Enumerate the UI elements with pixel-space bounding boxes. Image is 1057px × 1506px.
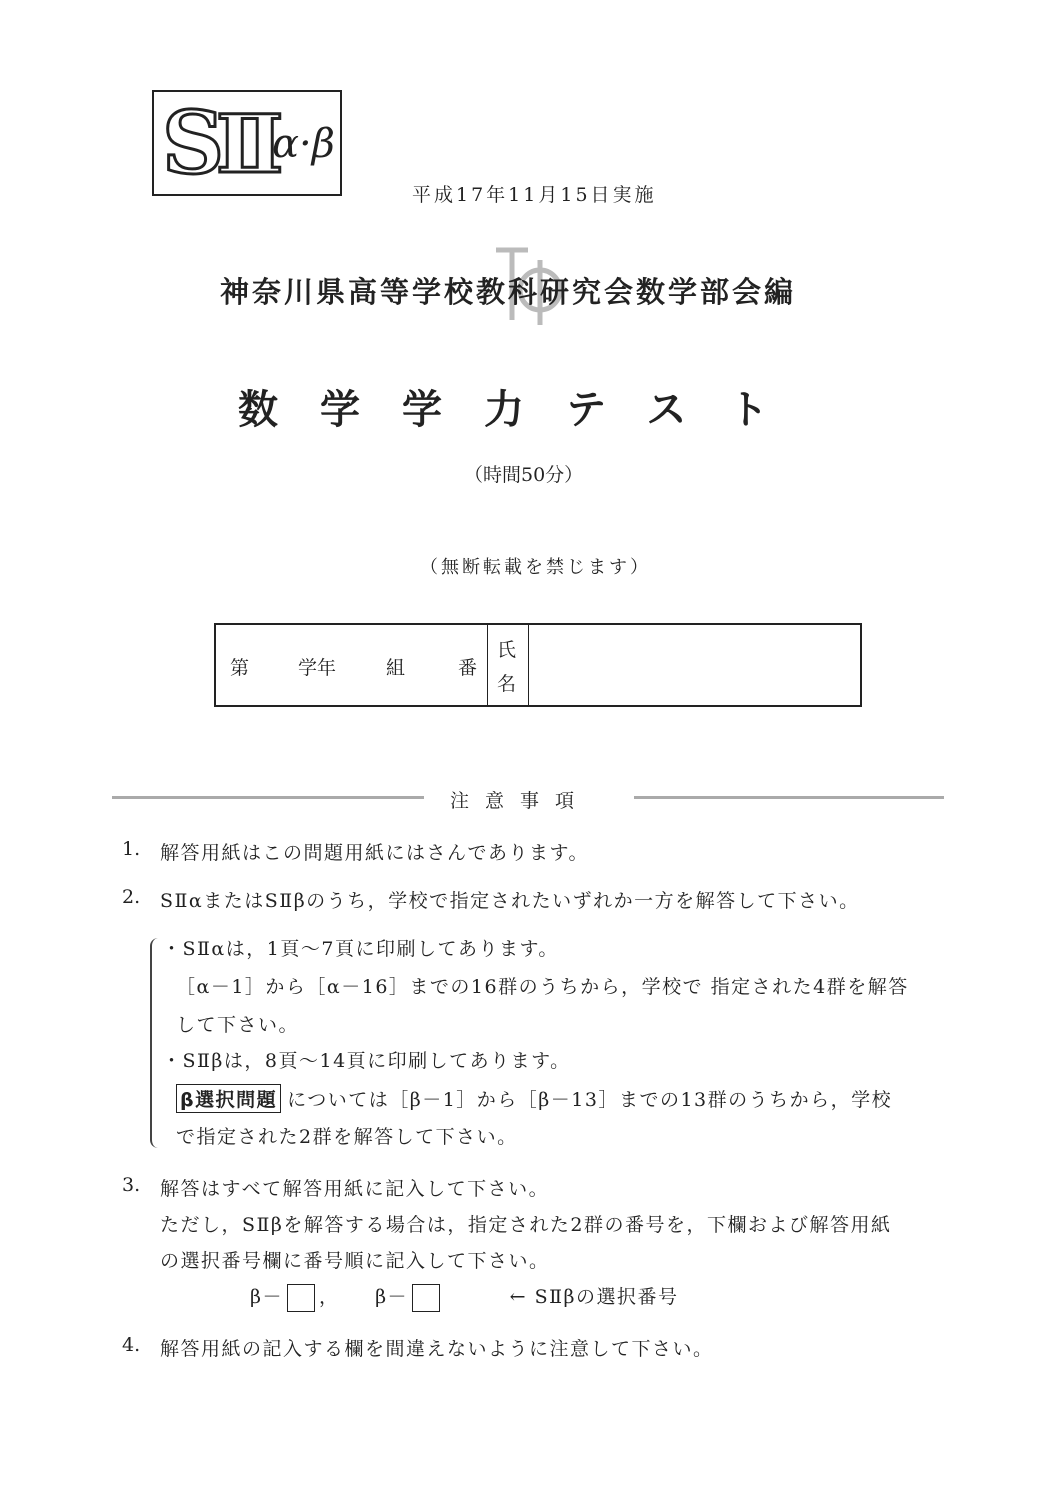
selection-box-1[interactable]: [287, 1284, 315, 1312]
label-number: 番: [458, 657, 478, 679]
label-name-bottom: 名: [497, 673, 517, 695]
heading-rule-left: [112, 796, 424, 799]
beta-line2: [176, 1084, 892, 1113]
divider: [528, 625, 529, 705]
item3-number: 3.: [122, 1174, 141, 1196]
student-info-box: [214, 623, 862, 707]
beta-line2-text: については［β－1］から［β－13］までの13群のうちから，学校: [287, 1089, 893, 1111]
item4-text: 解答用紙の記入する欄を間違えないように注意して下さい。: [160, 1338, 714, 1360]
item4-number: 4.: [122, 1334, 141, 1356]
label-name: [497, 633, 516, 701]
notes-heading: 注意事項: [450, 790, 591, 812]
item3-line1: 解答はすべて解答用紙に記入して下さい。: [160, 1178, 550, 1200]
label-class: 組: [386, 657, 406, 679]
time-limit: （時間50分）: [464, 464, 584, 486]
logo-ii: Ⅱ: [216, 97, 284, 191]
beta-line3: で指定された2群を解答して下さい。: [176, 1126, 518, 1148]
item2-number: 2.: [122, 886, 141, 908]
brace: [150, 938, 162, 1148]
alpha-line3: して下さい。: [176, 1014, 300, 1036]
item3-line3: の選択番号欄に番号順に記入して下さい。: [160, 1250, 550, 1272]
divider: [487, 625, 488, 705]
item3-line2: ただし，SⅡβを解答する場合は，指定された2群の番号を，下欄および解答用紙: [160, 1214, 892, 1236]
page-title: 数学学力テスト: [238, 387, 811, 433]
label-name-top: 氏: [497, 639, 517, 661]
select-note: ← SⅡβの選択番号: [509, 1286, 679, 1308]
alpha-line2: ［α－1］から［α－16］までの16群のうちから，学校で 指定された4群を解答: [176, 976, 909, 998]
beta-prefix-1: β－: [250, 1286, 283, 1308]
no-copy-notice: （無断転載を禁じます）: [420, 557, 651, 578]
comma: ，: [319, 1286, 340, 1308]
alpha-line1: ・SⅡαは，1頁～7頁に印刷してあります。: [162, 938, 559, 960]
beta-select-label: β選択問題: [176, 1084, 281, 1113]
beta-prefix-2: β－: [375, 1286, 409, 1308]
organization: 神奈川県高等学校教科研究会数学部会編: [220, 275, 797, 309]
label-grade: 学年: [298, 657, 337, 679]
exam-date: 平成17年11月15日実施: [412, 184, 657, 206]
beta-line1: ・SⅡβは，8頁～14頁に印刷してあります。: [162, 1050, 571, 1072]
logo: [152, 90, 342, 196]
selection-boxes: [250, 1282, 678, 1312]
logo-alpha-beta: α·β: [272, 121, 335, 167]
selection-box-2[interactable]: [412, 1284, 440, 1312]
item1-text: 解答用紙はこの問題用紙にはさんであります。: [160, 842, 589, 864]
item1-number: 1.: [122, 838, 141, 860]
item2-text: SⅡαまたはSⅡβのうち，学校で指定されたいずれか一方を解答して下さい。: [160, 890, 860, 912]
heading-rule-right: [634, 796, 944, 799]
logo-s: S: [162, 93, 221, 194]
label-dai: 第: [230, 657, 250, 679]
